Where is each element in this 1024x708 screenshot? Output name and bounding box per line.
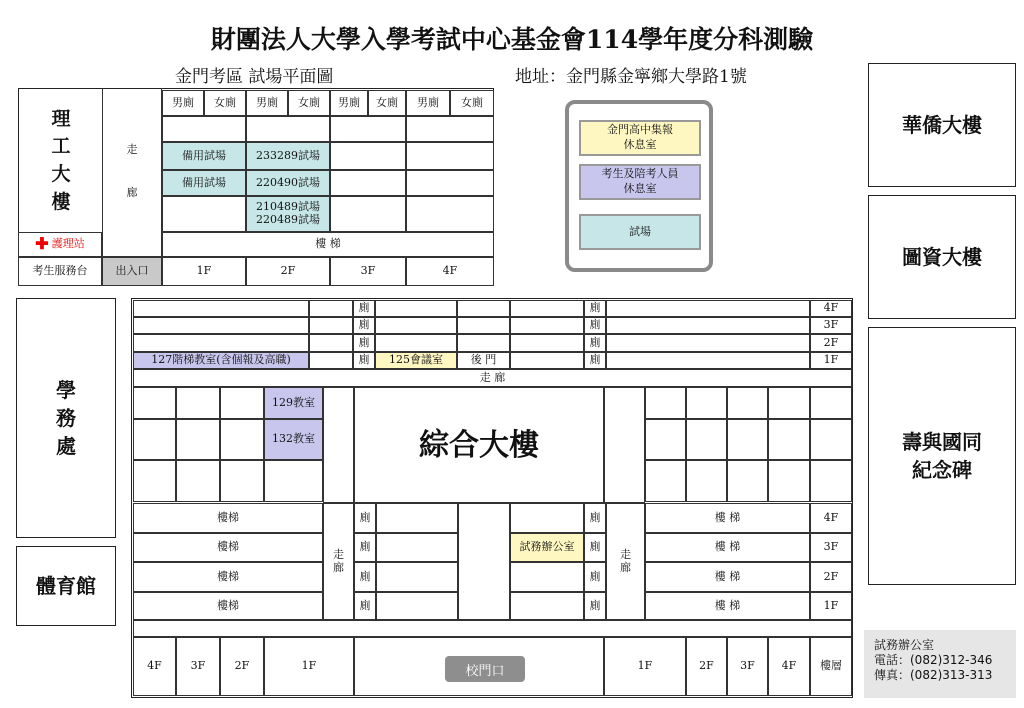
toilet-cell: 廁: [584, 562, 606, 592]
left-room-cell: [406, 116, 494, 142]
legend-parent-lounge: 金門高中集報 休息室: [579, 120, 701, 156]
memorial-building: 壽與國同 紀念碑: [868, 327, 1016, 585]
classroom-cell: [686, 460, 727, 502]
top-floor-label: 4F: [810, 300, 852, 317]
lower-room: [510, 503, 584, 533]
left-room-cell: [406, 142, 494, 170]
top-row-cell: [309, 352, 353, 369]
classroom-cell: [768, 387, 810, 419]
school-gate-button[interactable]: 校門口: [445, 656, 525, 682]
toilet-label: 男廁: [330, 90, 368, 116]
top-row-cell: [606, 334, 810, 352]
top-row-cell: [133, 317, 309, 334]
classroom-cell: [220, 387, 264, 419]
classroom-cell: [220, 419, 264, 460]
legend-exam-room: 試場: [579, 214, 701, 250]
left-floor-label: 2F: [246, 257, 330, 286]
toilet-label: 女廁: [288, 90, 330, 116]
room-129: 129教室: [264, 387, 323, 419]
toilet-cell: 廁: [353, 300, 375, 317]
legend-box: [565, 100, 713, 272]
classroom-cell: [727, 460, 768, 502]
toilet-label: 女廁: [204, 90, 246, 116]
top-row-cell: [309, 334, 353, 352]
toilet-cell: 廁: [354, 592, 376, 620]
toilet-label: 男廁: [246, 90, 288, 116]
bottom-left-floor: 1F: [264, 637, 354, 696]
classroom-cell: [810, 419, 852, 460]
toilet-cell: 廁: [353, 334, 375, 352]
red-cross-icon: ✚: [35, 234, 49, 254]
toilet-cell: 廁: [354, 533, 376, 562]
classroom-cell: [810, 387, 852, 419]
left-floor-label: 3F: [330, 257, 406, 286]
floor-label-cell: 樓層: [810, 637, 852, 696]
bottom-left-floor: 3F: [176, 637, 220, 696]
bottom-right-floor: 3F: [727, 637, 768, 696]
stairs-right: 樓 梯: [645, 562, 810, 592]
classroom-cell: [686, 419, 727, 460]
lower-left-vcorridor: 走 廊: [323, 503, 354, 620]
lower-right-vcorridor: 走 廊: [606, 503, 645, 620]
backup-room: 備用試場: [162, 142, 246, 170]
classroom-cell: [176, 460, 220, 502]
lower-room: [510, 562, 584, 592]
top-row-cell: [133, 300, 309, 317]
science-building-name: 理 工 大 樓: [51, 107, 71, 213]
entrance: 出入口: [102, 257, 162, 286]
classroom-cell: [220, 460, 264, 502]
classroom-cell: [264, 460, 323, 502]
bottom-spacer: [133, 620, 852, 637]
service-desk: 考生服務台: [18, 257, 102, 286]
left-room-cell: [330, 116, 406, 142]
top-row-cell: [510, 352, 584, 369]
lower-floor-label: 3F: [810, 533, 852, 562]
classroom-cell: [176, 387, 220, 419]
left-room-cell: [246, 116, 330, 142]
contact-title: 試務辦公室: [874, 638, 935, 652]
top-row-cell: [606, 352, 810, 369]
lower-floor-label: 4F: [810, 503, 852, 533]
classroom-cell: [133, 460, 176, 502]
subtitle-address: 地址：金門縣金寧鄉大學路1號: [515, 67, 747, 87]
top-floor-label: 3F: [810, 317, 852, 334]
lower-floor-label: 1F: [810, 592, 852, 620]
left-room-cell: [406, 170, 494, 196]
lower-room: [376, 592, 458, 620]
toilet-label: 男廁: [162, 90, 204, 116]
toilet-cell: 廁: [354, 562, 376, 592]
backup-room: 備用試場: [162, 170, 246, 196]
toilet-cell: 廁: [353, 352, 375, 369]
stairs-right: 樓 梯: [645, 533, 810, 562]
classroom-cell: [133, 419, 176, 460]
lower-room: [376, 503, 458, 533]
top-row-cell: [309, 317, 353, 334]
stairs-left: 樓梯: [133, 562, 323, 592]
subtitle-area: 金門考區 試場平面圖: [175, 67, 334, 87]
toilet-cell: 廁: [584, 334, 606, 352]
main-corridor-h: 走 廊: [133, 369, 852, 387]
top-row-cell: [375, 317, 457, 334]
top-row-cell: [510, 334, 584, 352]
toilet-cell: 廁: [584, 533, 606, 562]
room-125: 125會議室: [375, 352, 457, 369]
stairs-left: 樓梯: [133, 533, 323, 562]
left-stairs: 樓 梯: [162, 232, 494, 257]
library-building: 圖資大樓: [868, 195, 1016, 319]
classroom-cell: [133, 387, 176, 419]
classroom-cell: [768, 419, 810, 460]
top-row-cell: [133, 334, 309, 352]
top-row-cell: [457, 334, 510, 352]
toilet-label: 女廁: [450, 90, 494, 116]
lower-room: [376, 562, 458, 592]
academic-affairs-building: 學 務 處: [16, 298, 116, 538]
top-floor-label: 1F: [810, 352, 852, 369]
room-210489-220489: [246, 196, 330, 232]
lower-floor-label: 2F: [810, 562, 852, 592]
room-210489: 210489試場: [256, 200, 320, 214]
top-row-cell: [309, 300, 353, 317]
toilet-cell: 廁: [584, 352, 606, 369]
classroom-cell: [727, 387, 768, 419]
bottom-right-floor: 4F: [768, 637, 810, 696]
room-220490: 220490試場: [246, 170, 330, 196]
top-row-cell: [375, 334, 457, 352]
classroom-cell: [645, 387, 686, 419]
lower-room: [376, 533, 458, 562]
page-title: 財團法人大學入學考試中心基金會114學年度分科測驗: [210, 25, 814, 54]
stairs-left: 樓梯: [133, 503, 323, 533]
left-room-cell: [330, 142, 406, 170]
toilet-cell: 廁: [584, 300, 606, 317]
contact-phone: 電話：(082)312-346: [874, 653, 993, 667]
toilet-cell: 廁: [584, 592, 606, 620]
top-row-cell: [510, 300, 584, 317]
toilet-label: 女廁: [368, 90, 406, 116]
toilet-cell: 廁: [354, 503, 376, 533]
nurse-label: 護理站: [51, 237, 85, 251]
middle-left-vcorridor: [323, 387, 354, 503]
top-row-cell: [606, 300, 810, 317]
stairs-right: 樓 梯: [645, 503, 810, 533]
exam-office: 試務辦公室: [510, 533, 584, 562]
bottom-right-floor: 1F: [604, 637, 686, 696]
top-row-cell: [457, 317, 510, 334]
contact-fax: 傳真：(082)313-313: [874, 668, 993, 682]
legend-exam-lounge: 考生及陪考人員 休息室: [579, 164, 701, 200]
back-door: 後 門: [457, 352, 510, 369]
classroom-cell: [645, 419, 686, 460]
toilet-cell: 廁: [584, 503, 606, 533]
classroom-cell: [645, 460, 686, 502]
huaqiao-building: 華僑大樓: [868, 63, 1016, 187]
bottom-left-floor: 2F: [220, 637, 264, 696]
top-row-cell: [606, 317, 810, 334]
left-room-cell: [162, 196, 246, 232]
toilet-label: 男廁: [406, 90, 450, 116]
toilet-cell: 廁: [584, 317, 606, 334]
stairs-left: 樓梯: [133, 592, 323, 620]
lower-center-block: [458, 503, 510, 620]
classroom-cell: [727, 419, 768, 460]
classroom-cell: [810, 460, 852, 502]
left-room-cell: [330, 170, 406, 196]
middle-right-vcorridor: [604, 387, 645, 503]
classroom-cell: [686, 387, 727, 419]
room-127: 127階梯教室(含個報及高職): [133, 352, 309, 369]
top-floor-label: 2F: [810, 334, 852, 352]
gymnasium: 體育館: [16, 546, 116, 626]
stairs-right: 樓 梯: [645, 592, 810, 620]
room-233289: 233289試場: [246, 142, 330, 170]
bottom-right-floor: 2F: [686, 637, 727, 696]
room-132: 132教室: [264, 419, 323, 460]
contact-box: [864, 630, 1016, 698]
main-building-name: 綜合大樓: [419, 427, 539, 463]
toilet-cell: 廁: [353, 317, 375, 334]
top-row-cell: [457, 300, 510, 317]
left-room-cell: [330, 196, 406, 232]
bottom-left-floor: 4F: [133, 637, 176, 696]
left-floor-label: 1F: [162, 257, 246, 286]
classroom-cell: [768, 460, 810, 502]
left-floor-label: 4F: [406, 257, 494, 286]
nurse-station: [18, 232, 102, 257]
room-220489: 220489試場: [256, 213, 320, 226]
left-room-cell: [406, 196, 494, 232]
left-corridor: 走 廊: [102, 88, 162, 257]
top-row-cell: [510, 317, 584, 334]
left-room-cell: [162, 116, 246, 142]
classroom-cell: [176, 419, 220, 460]
lower-room: [510, 592, 584, 620]
top-row-cell: [375, 300, 457, 317]
